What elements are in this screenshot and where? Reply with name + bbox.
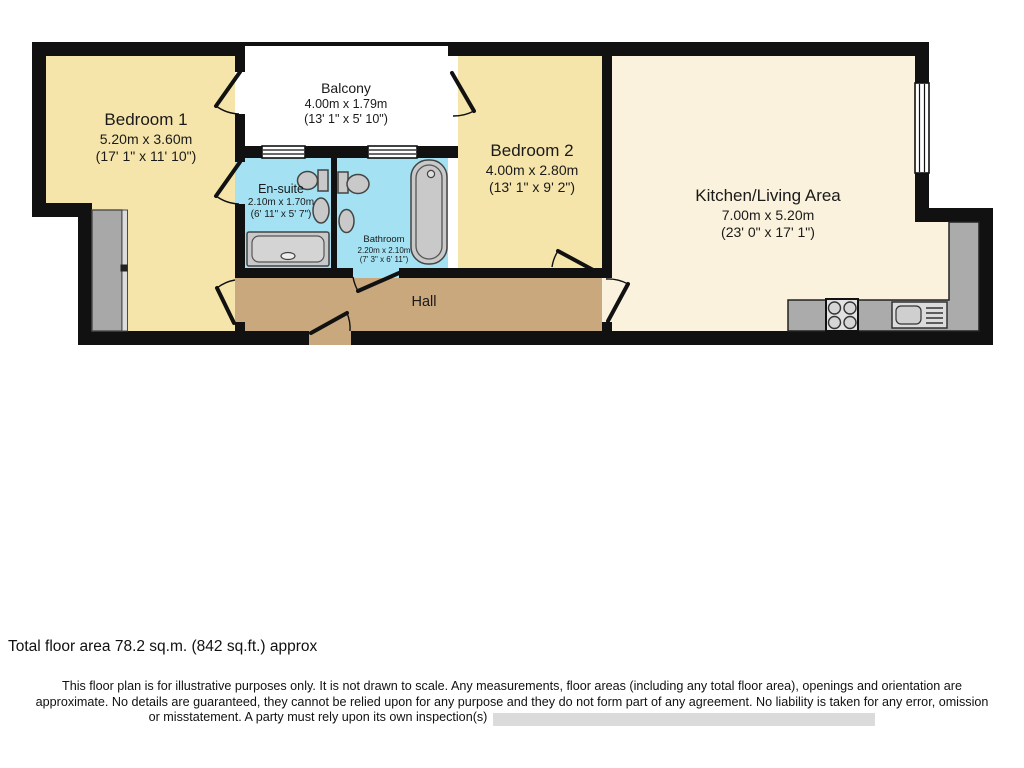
total-floor-area-text: Total floor area 78.2 sq.m. (842 sq.ft.) approx [8, 638, 318, 655]
room-label-bedroom2 [486, 141, 579, 196]
room-name: En-suite [258, 182, 304, 196]
bathtub-icon [411, 160, 447, 264]
redacted-watermark-bar [493, 713, 875, 726]
room-dim-imperial: (17' 1" x 11' 10") [95, 147, 197, 164]
basin-icon-bathroom [339, 210, 354, 233]
room-dim-imperial: (23' 0" x 17' 1") [721, 223, 815, 240]
room-label-hall [412, 294, 437, 312]
shower-tray-icon [247, 232, 329, 266]
room-name: Bedroom 1 [104, 110, 188, 129]
disclaimer-line-3-text: or misstatement. A party must rely upon its own inspection(s) [148, 710, 488, 724]
room-label-bathroom [358, 234, 411, 265]
room-dim-metric: 2.20m x 2.10m [357, 245, 411, 255]
room-dim-metric: 7.00m x 5.20m [721, 206, 815, 223]
room-name: Bathroom [363, 234, 405, 245]
disclaimer-line-2: approximate. No details are guaranteed, they cannot be relied upon for any purpose and they do not form part of any agreement. No liability is taken for any error, omission [35, 694, 989, 709]
wardrobe [92, 210, 128, 331]
room-dim-metric: 5.20m x 3.60m [99, 130, 193, 147]
room-dim-metric: 4.00m x 1.79m [304, 97, 388, 112]
basin-icon-ensuite [313, 198, 329, 223]
sink-icon [892, 302, 947, 328]
room-name: Bedroom 2 [490, 141, 574, 160]
room-dim-imperial: (13' 1" x 9' 2") [488, 178, 576, 195]
disclaimer-line-1: This floor plan is for illustrative purposes only. It is not drawn to scale. Any measurements, floor areas (including any total floor area), openings and orientation are [62, 679, 962, 693]
room-label-kitchen-living [695, 186, 841, 241]
room-dim-imperial: (13' 1" x 5' 10") [304, 112, 388, 127]
bedroom1-floor [46, 56, 235, 331]
room-dim-imperial: (7' 3" x 6' 11") [359, 255, 409, 265]
room-label-bedroom1 [96, 110, 197, 165]
room-name: Hall [411, 294, 437, 310]
room-label-ensuite [248, 182, 314, 222]
disclaimer [0, 679, 1024, 726]
room-label-balcony [304, 80, 388, 128]
room-name: Balcony [321, 80, 371, 96]
window-symbol-ensuite [262, 146, 305, 158]
room-dim-metric: 4.00m x 2.80m [485, 161, 579, 178]
window-symbol-bathroom [368, 146, 417, 158]
room-dim-imperial: (6' 11" x 5' 7") [250, 209, 312, 221]
hob-icon [826, 299, 858, 331]
window-symbol-kitchen [915, 83, 929, 173]
room-name: Kitchen/Living Area [695, 186, 841, 205]
disclaimer-line-3 [0, 710, 1024, 726]
room-dim-metric: 2.10m x 1.70m [247, 197, 315, 209]
